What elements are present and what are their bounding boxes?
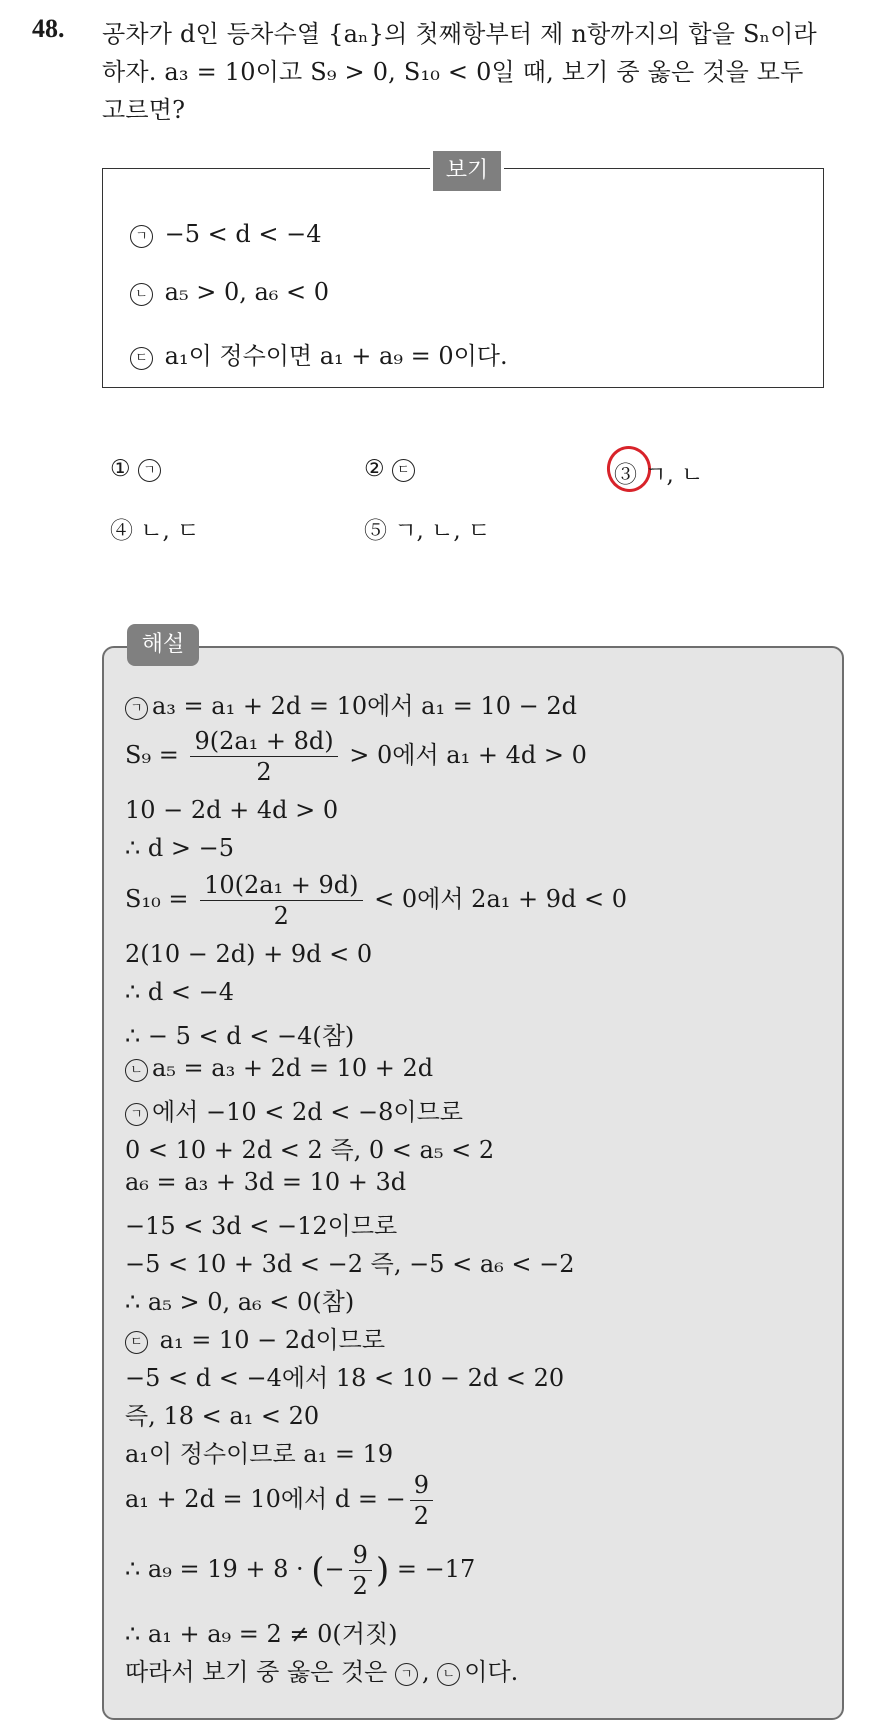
solution-line-12: a₆ = a₃ + 3d = 10 + 3d [125,1168,407,1196]
bogi-item-text: a₅ > 0, a₆ < 0 [164,278,330,306]
paren-open: ( [311,1550,325,1591]
solution-line-18: 즉, 18 < a₁ < 20 [125,1402,320,1430]
solution-text: 에서 −10 < 2d < −8이므로 [152,1098,463,1126]
solution-text: = −17 [396,1555,476,1583]
solution-line-15: ∴ a₅ > 0, a₆ < 0(참) [125,1288,355,1316]
solution-line-22: ∴ a₁ + a₉ = 2 ≠ 0(거짓) [125,1620,398,1648]
solution-line-14: −5 < 10 + 3d < −2 즉, −5 < a₆ < −2 [125,1250,575,1278]
circled-mark: ㄷ [130,347,153,370]
solution-line-6: 2(10 − 2d) + 9d < 0 [125,940,373,968]
solution-line-20 [125,1470,437,1531]
solution-line-10 [125,1092,463,1127]
question-line-3: 고르면? [102,96,186,124]
circled-mark: ㄷ [392,459,415,482]
solution-text: < 0에서 2a₁ + 9d < 0 [374,885,628,913]
solution-text: a₁ + 2d = 10에서 d = − [125,1485,406,1513]
bogi-item-text: −5 < d < −4 [164,220,322,248]
choice-text: ㄴ, ㄷ [140,518,200,544]
question-number: 48. [32,14,65,43]
solution-text: S₉ = [125,741,179,769]
solution-line-23: 따라서 보기 중 옳은 것은 ㄱ , ㄴ 이다. [125,1658,519,1686]
solution-line-1 [125,686,577,721]
circled-mark: ㄱ [125,697,148,720]
fraction: $\frac{9}{2}$ [410,1470,433,1531]
bogi-tag: 보기 [430,148,504,194]
circled-mark: ㄴ [437,1663,460,1686]
choice-number: ① [110,456,131,482]
choice-2[interactable] [364,456,419,482]
solution-line-11: 0 < 10 + 2d < 2 즉, 0 < a₅ < 2 [125,1136,495,1164]
fraction: $\frac{\text{9(2a₁ + 8d)}}{2}$ [190,726,337,787]
solution-text: S₁₀ = [125,885,189,913]
solution-line-9 [125,1054,433,1082]
circled-mark: ㄱ [125,1103,148,1126]
solution-text: ∴ a₉ = 19 + 8 · [125,1555,304,1583]
solution-line-21 [125,1540,475,1601]
solution-line-2 [125,726,587,787]
solution-line-3: 10 − 2d + 4d > 0 [125,796,339,824]
circled-mark: ㄱ [130,225,153,248]
solution-text: 이다. [464,1658,519,1686]
bogi-item-a [130,220,322,248]
solution-line-8: ∴ − 5 < d < −4(참) [125,1022,355,1050]
solution-text: a₅ = a₃ + 2d = 10 + 2d [152,1054,434,1082]
choice-1[interactable] [110,456,165,482]
choice-number: ③ [614,462,637,488]
circled-mark: ㄴ [130,283,153,306]
solution-text: > 0에서 a₁ + 4d > 0 [349,741,587,769]
question-line-1: 공차가 d인 등차수열 {aₙ}의 첫째항부터 제 n항까지의 합을 Sₙ이라 [102,20,817,48]
solution-text: 따라서 보기 중 옳은 것은 [125,1658,388,1686]
bogi-item-text: a₁이 정수이면 a₁ + a₉ = 0이다. [164,342,508,370]
paren-close: ) [375,1550,390,1591]
circled-mark: ㄱ [138,459,161,482]
minus-sign: − [324,1555,345,1583]
solution-line-13: −15 < 3d < −12이므로 [125,1212,398,1240]
bogi-item-c [130,336,508,371]
circled-mark: ㄷ [125,1331,148,1354]
solution-text: a₃ = a₁ + 2d = 10에서 a₁ = 10 − 2d [152,692,577,720]
choice-4[interactable] [110,512,199,545]
circled-mark: ㄴ [125,1059,148,1082]
question-line-2: 하자. a₃ = 10이고 S₉ > 0, S₁₀ < 0일 때, 보기 중 옳은 것을 모두 [102,58,804,86]
solution-line-7: ∴ d < −4 [125,978,235,1006]
choice-number: ⑤ [364,518,387,544]
solution-text: a₁ = 10 − 2d이므로 [152,1326,386,1354]
solution-line-19: a₁이 정수이므로 a₁ = 19 [125,1440,394,1468]
solution-line-4: ∴ d > −5 [125,834,235,862]
solution-tag: 해설 [127,624,199,666]
choice-text: ㄱ, ㄴ, ㄷ [394,518,491,544]
fraction: $\frac{\text{10(2a₁ + 9d)}}{2}$ [200,870,362,931]
choice-text: ㄱ, ㄴ [644,462,704,488]
choice-number: ④ [110,518,133,544]
choice-3[interactable] [614,456,703,489]
choice-5[interactable] [364,512,490,545]
choice-number: ② [364,456,385,482]
bogi-item-b [130,278,329,306]
solution-line-17: −5 < d < −4에서 18 < 10 − 2d < 20 [125,1364,565,1392]
circled-mark: ㄱ [395,1663,418,1686]
fraction: $\frac{9}{2}$ [349,1540,372,1601]
solution-line-5 [125,870,627,931]
solution-line-16 [125,1320,385,1355]
